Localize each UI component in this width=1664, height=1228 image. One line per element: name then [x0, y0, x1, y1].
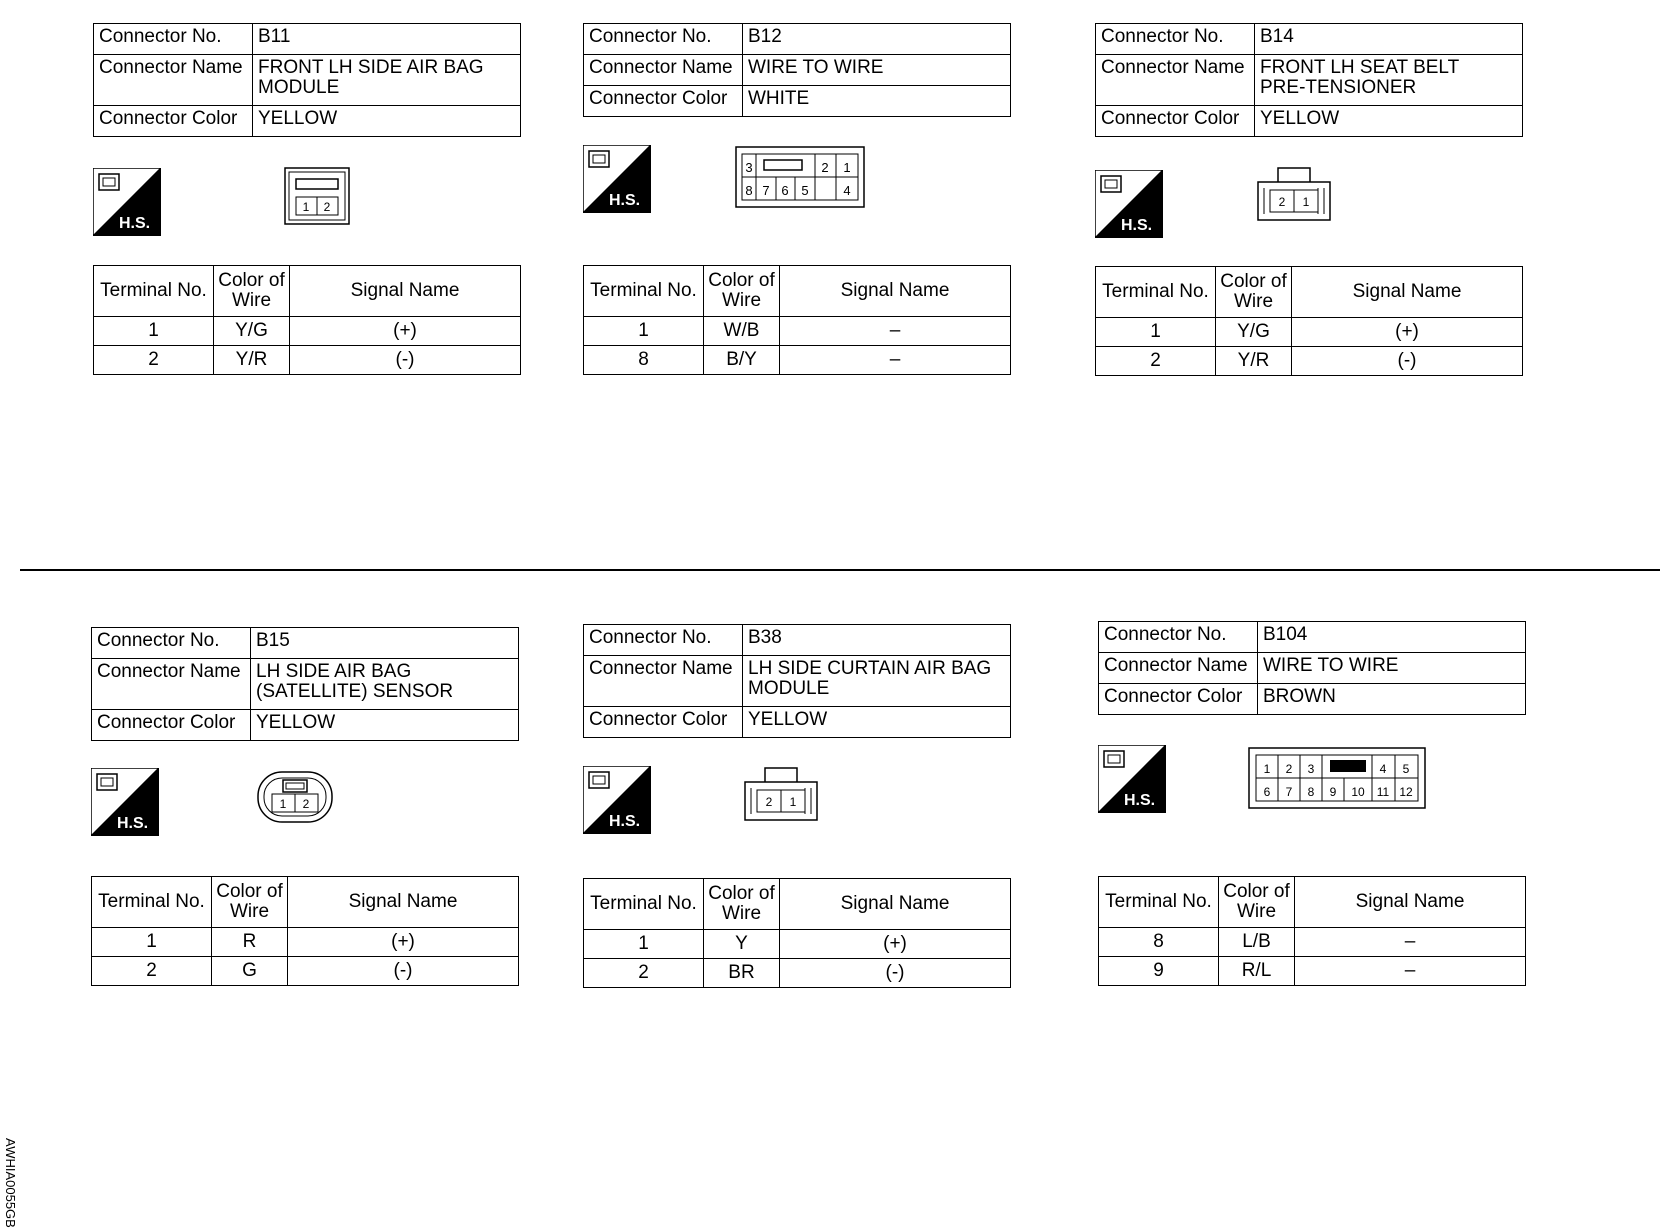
face-pin: 8 — [1307, 785, 1315, 799]
connector-name-line1: FRONT LH SEAT BELT — [1260, 57, 1460, 78]
table-row — [584, 930, 1011, 959]
face-pin: 1 — [279, 797, 287, 811]
terminal-table — [583, 878, 1011, 988]
wire-color: R — [212, 928, 288, 957]
terminal-no: 1 — [94, 317, 214, 346]
terminal-table — [91, 876, 519, 986]
connector-color-value: YELLOW — [253, 106, 521, 137]
harness-side-icon — [1098, 745, 1166, 813]
face-pin: 3 — [1307, 762, 1315, 776]
connector-name-line2: MODULE — [748, 678, 830, 699]
signal-name-header: Signal Name — [288, 877, 519, 928]
hs-label: H.S. — [609, 813, 641, 830]
connector-color-label: Connector Color — [92, 710, 251, 741]
terminal-no: 2 — [1096, 347, 1216, 376]
wire-color-header: Color of Wire — [212, 877, 288, 928]
hs-label: H.S. — [1121, 217, 1153, 234]
wire-color: B/Y — [704, 346, 780, 375]
signal-name: (-) — [290, 346, 521, 375]
wire-color: Y/R — [214, 346, 290, 375]
connector-color-label: Connector Color — [94, 106, 253, 137]
terminal-no-header: Terminal No. — [94, 266, 214, 317]
connector-name-label: Connector Name — [92, 659, 251, 710]
face-pin: 1 — [789, 795, 797, 809]
face-pin: 6 — [781, 183, 789, 198]
connector-no-label: Connector No. — [584, 625, 743, 656]
connector-face-icon — [1248, 747, 1426, 809]
face-pin: 7 — [762, 183, 770, 198]
terminal-no-header: Terminal No. — [584, 266, 704, 317]
harness-side-icon — [91, 768, 159, 836]
face-pin: 2 — [302, 797, 310, 811]
face-pin: 3 — [745, 160, 753, 175]
terminal-no-header: Terminal No. — [92, 877, 212, 928]
terminal-no: 1 — [584, 317, 704, 346]
terminal-no: 8 — [1099, 928, 1219, 957]
connector-name-value: WIRE TO WIRE — [1258, 653, 1526, 684]
connector-name-value — [1255, 55, 1523, 106]
connector-color-label: Connector Color — [584, 707, 743, 738]
connector-face-icon — [1256, 166, 1332, 224]
table-row — [92, 928, 519, 957]
connector-color-value: WHITE — [743, 86, 1011, 117]
terminal-no-header: Terminal No. — [1096, 267, 1216, 318]
hs-label: H.S. — [609, 192, 641, 209]
connector-face-icon — [743, 766, 819, 824]
connector-name-label: Connector Name — [94, 55, 253, 106]
terminal-no: 8 — [584, 346, 704, 375]
connector-color-label: Connector Color — [584, 86, 743, 117]
signal-name: (+) — [290, 317, 521, 346]
connector-no-label: Connector No. — [1096, 24, 1255, 55]
connector-name-label: Connector Name — [584, 55, 743, 86]
terminal-table — [93, 265, 521, 375]
face-pin: 1 — [302, 200, 310, 214]
signal-name-header: Signal Name — [290, 266, 521, 317]
connector-no-label: Connector No. — [584, 24, 743, 55]
section-divider — [20, 569, 1660, 571]
terminal-no: 1 — [1096, 318, 1216, 347]
signal-name-header: Signal Name — [1295, 877, 1526, 928]
face-pin: 5 — [801, 183, 809, 198]
terminal-table — [583, 265, 1011, 375]
signal-name: – — [780, 317, 1011, 346]
terminal-no: 1 — [584, 930, 704, 959]
connector-info-table — [1095, 23, 1523, 137]
table-row — [584, 317, 1011, 346]
table-row — [94, 317, 521, 346]
connector-info-table — [91, 627, 519, 741]
wire-color-header: Color of Wire — [1219, 877, 1295, 928]
connector-color-label: Connector Color — [1099, 684, 1258, 715]
harness-side-icon — [583, 766, 651, 834]
harness-side-icon — [93, 168, 161, 236]
connector-no-value: B15 — [251, 628, 519, 659]
connector-block-b38 — [583, 624, 1013, 1044]
hs-label: H.S. — [1124, 792, 1156, 809]
connector-face-icon — [256, 768, 334, 826]
face-pin: 12 — [1399, 785, 1413, 799]
connector-name-label: Connector Name — [1096, 55, 1255, 106]
wire-color-header: Color of Wire — [704, 879, 780, 930]
connector-block-b11 — [93, 23, 523, 443]
face-pin: 4 — [1379, 762, 1387, 776]
connector-block-b14 — [1095, 23, 1525, 443]
connector-block-b12 — [583, 23, 1013, 443]
face-pin: 5 — [1402, 762, 1410, 776]
terminal-no-header: Terminal No. — [584, 879, 704, 930]
wire-color: Y — [704, 930, 780, 959]
connector-name-line2: PRE-TENSIONER — [1260, 77, 1417, 98]
connector-info-table — [583, 624, 1011, 738]
connector-color-value: BROWN — [1258, 684, 1526, 715]
face-pin: 2 — [323, 200, 331, 214]
connector-no-value: B104 — [1258, 622, 1526, 653]
connector-name-label: Connector Name — [1099, 653, 1258, 684]
connector-no-label: Connector No. — [92, 628, 251, 659]
table-row — [1099, 957, 1526, 986]
face-pin: 1 — [843, 160, 851, 175]
face-pin: 2 — [821, 160, 829, 175]
face-pin: 2 — [765, 795, 773, 809]
signal-name: (+) — [1292, 318, 1523, 347]
hs-label: H.S. — [119, 215, 151, 232]
connector-info-table — [1098, 621, 1526, 715]
terminal-table — [1095, 266, 1523, 376]
signal-name: (+) — [288, 928, 519, 957]
terminal-no-header: Terminal No. — [1099, 877, 1219, 928]
face-pin: 1 — [1302, 195, 1310, 209]
face-pin: 6 — [1263, 785, 1271, 799]
signal-name: – — [780, 346, 1011, 375]
harness-side-icon — [1095, 170, 1163, 238]
face-pin: 8 — [745, 183, 753, 198]
connector-block-b104 — [1098, 621, 1528, 1041]
connector-name-value — [251, 659, 519, 710]
connector-color-value: YELLOW — [251, 710, 519, 741]
wire-color: Y/G — [214, 317, 290, 346]
wire-color-header: Color of Wire — [704, 266, 780, 317]
connector-no-value: B11 — [253, 24, 521, 55]
connector-name-line1: LH SIDE AIR BAG — [256, 661, 412, 682]
connector-name-line2: (SATELLITE) SENSOR — [256, 681, 454, 702]
signal-name: – — [1295, 928, 1526, 957]
face-pin: 2 — [1278, 195, 1286, 209]
hs-label: H.S. — [117, 815, 149, 832]
wire-color-header: Color of Wire — [1216, 267, 1292, 318]
face-pin: 7 — [1285, 785, 1293, 799]
connector-color-label: Connector Color — [1096, 106, 1255, 137]
connector-name-line1: LH SIDE CURTAIN AIR BAG — [748, 658, 992, 679]
connector-no-value: B14 — [1255, 24, 1523, 55]
connector-no-value: B12 — [743, 24, 1011, 55]
table-row — [1096, 347, 1523, 376]
connector-face-icon — [284, 167, 350, 225]
wire-color: Y/R — [1216, 347, 1292, 376]
connector-info-table — [93, 23, 521, 137]
connector-block-b15 — [91, 627, 521, 1047]
table-row — [92, 957, 519, 986]
harness-side-icon — [583, 145, 651, 213]
signal-name: (+) — [780, 930, 1011, 959]
connector-face-icon — [735, 146, 865, 208]
face-pin: 4 — [843, 183, 851, 198]
face-pin: 2 — [1285, 762, 1293, 776]
connector-name-value: WIRE TO WIRE — [743, 55, 1011, 86]
connector-name-value — [743, 656, 1011, 707]
table-row — [1099, 928, 1526, 957]
face-pin: 1 — [1263, 762, 1271, 776]
face-pin: 11 — [1376, 785, 1390, 799]
terminal-no: 2 — [92, 957, 212, 986]
wire-color: W/B — [704, 317, 780, 346]
connector-name-line1: FRONT LH SIDE AIR BAG — [258, 57, 484, 78]
wire-color: G — [212, 957, 288, 986]
face-pin: 10 — [1351, 785, 1365, 799]
signal-name-header: Signal Name — [780, 266, 1011, 317]
wire-color: Y/G — [1216, 318, 1292, 347]
connector-name-line2: MODULE — [258, 77, 340, 98]
terminal-no: 2 — [584, 959, 704, 988]
wire-color: BR — [704, 959, 780, 988]
connector-name-value — [253, 55, 521, 106]
wire-color: L/B — [1219, 928, 1295, 957]
table-row — [1096, 318, 1523, 347]
signal-name-header: Signal Name — [780, 879, 1011, 930]
signal-name: (-) — [780, 959, 1011, 988]
signal-name: (-) — [1292, 347, 1523, 376]
table-row — [584, 346, 1011, 375]
signal-name-header: Signal Name — [1292, 267, 1523, 318]
connector-color-value: YELLOW — [1255, 106, 1523, 137]
signal-name: (-) — [288, 957, 519, 986]
connector-no-value: B38 — [743, 625, 1011, 656]
connector-name-label: Connector Name — [584, 656, 743, 707]
table-row — [94, 346, 521, 375]
wire-color: R/L — [1219, 957, 1295, 986]
terminal-no: 2 — [94, 346, 214, 375]
signal-name: – — [1295, 957, 1526, 986]
connector-no-label: Connector No. — [94, 24, 253, 55]
connector-no-label: Connector No. — [1099, 622, 1258, 653]
face-pin: 9 — [1329, 785, 1337, 799]
connector-color-value: YELLOW — [743, 707, 1011, 738]
terminal-no: 9 — [1099, 957, 1219, 986]
terminal-table — [1098, 876, 1526, 986]
table-row — [584, 959, 1011, 988]
terminal-no: 1 — [92, 928, 212, 957]
figure-code-text: AWHIA0055GB — [3, 1138, 18, 1228]
connector-info-table — [583, 23, 1011, 117]
wire-color-header: Color of Wire — [214, 266, 290, 317]
